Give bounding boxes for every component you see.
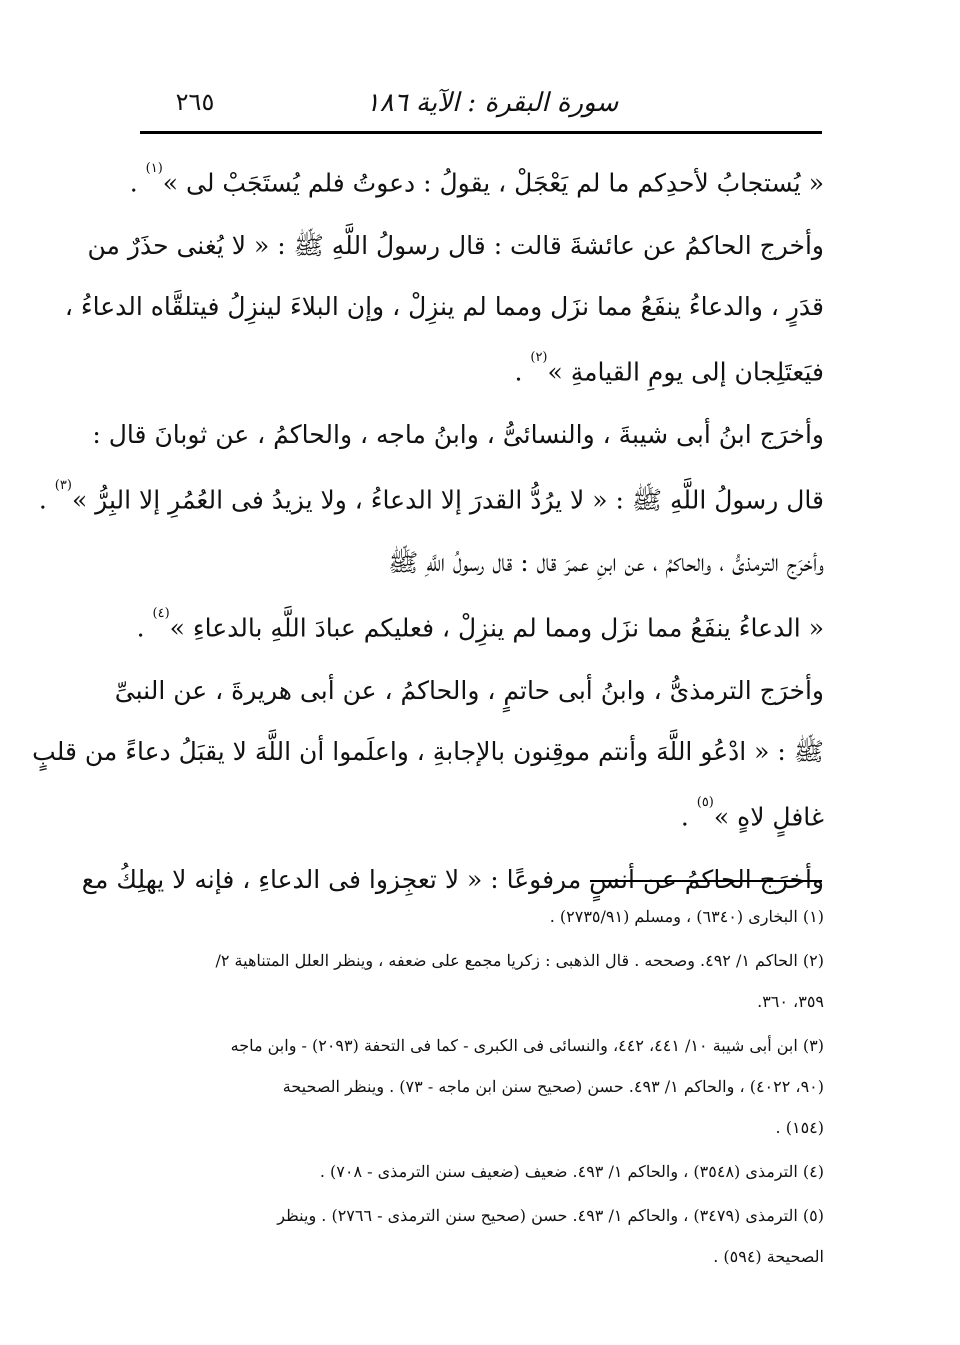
running-title: سورة البقرة : الآية ١٨٦ bbox=[365, 88, 619, 118]
text-line bbox=[138, 782, 824, 843]
footnote-line: (١٥٤) . bbox=[775, 1118, 824, 1137]
text-line: وأخرَج الحاكمُ عن أنسٍ مرفوعًا : « لا تعجِزوا فى الدعاءِ ، فإنه لا يهلِكُ مع bbox=[81, 865, 824, 894]
footnote-line: ٣٥٩، ٣٦٠. bbox=[757, 992, 824, 1011]
main-text bbox=[32, 148, 824, 910]
footnote-marker: (٢) bbox=[530, 350, 548, 365]
paragraph bbox=[38, 404, 824, 526]
footnote-line: (٩٠، ٤٠٢٢) ، والحاكم ١/ ٤٩٣. حسن (صحيح سنن ابن ماجه - ٧٣) . وينظر الصحيحة bbox=[282, 1077, 824, 1096]
footnote bbox=[138, 940, 824, 1022]
footnote-separator bbox=[590, 880, 822, 882]
text-line bbox=[38, 465, 824, 526]
paragraph bbox=[138, 532, 824, 654]
paragraph bbox=[129, 148, 824, 209]
footnote-marker: (٤) bbox=[152, 606, 170, 621]
line-end: . bbox=[680, 802, 697, 832]
footnote-line: (٣) ابن أبى شيبة ١٠/ ٤٤١، ٤٤٢، والنسائى فى الكبرى - كما فى التحفة (٢٠٩٣) - وابن ماجه bbox=[230, 1036, 824, 1055]
page-number: ٢٦٥ bbox=[175, 88, 215, 116]
line-text: « يُستجابُ لأحدِكم ما لم يَعْجَلْ ، يقولُ : دعوتُ فلم يُستَجَبْ لى » bbox=[162, 168, 824, 198]
page-header bbox=[140, 82, 822, 130]
line-end: . bbox=[136, 613, 153, 643]
text-line: قدَرٍ ، والدعاءُ ينفَعُ مما نزَل ومما لم ينزِلْ ، وإن البلاءَ لينزِلُ فيتلقَّاه الدعاءُ ، bbox=[64, 292, 824, 321]
footnote-marker: (٣) bbox=[54, 478, 72, 493]
line-text: « الدعاءُ ينفَعُ مما نزَل ومما لم ينزِلْ ، فعليكم عبادَ اللَّهِ بالدعاءِ » bbox=[169, 613, 824, 643]
text-line: وأخرج الحاكمُ عن عائشةَ قالت : قال رسولُ اللَّهِ ﷺ : « لا يُغنى حذَرٌ من bbox=[87, 231, 824, 260]
text-line: وأخرَج الترمذىُّ ، والحاكمُ ، عن ابنِ عمرَ قال : قال رسولُ اللَّهِ ﷺ bbox=[388, 548, 824, 577]
footnote bbox=[138, 1151, 824, 1192]
paragraph bbox=[32, 660, 824, 843]
footnote-marker: (٥) bbox=[696, 795, 714, 810]
line-end: . bbox=[129, 168, 146, 198]
text-line bbox=[138, 593, 824, 654]
footnote bbox=[138, 896, 824, 937]
footnote-marker: (١) bbox=[145, 161, 163, 176]
text-line: وأخرَج الترمذىُّ ، وابنُ أبى حاتمٍ ، والحاكمُ ، عن أبى هريرةَ ، عن النبىِّ bbox=[114, 676, 824, 705]
paragraph bbox=[64, 215, 824, 398]
text-line: ﷺ : « ادْعُو اللَّهَ وأنتم موقِنون بالإجابةِ ، واعلَموا أن اللَّهَ لا يقبَلُ دعاءً من قلبٍ bbox=[32, 737, 824, 766]
text-line: وأخرَج ابنُ أبى شيبةَ ، والنسائىُّ ، وابنُ ماجه ، والحاكمُ ، عن ثوبانَ قال : bbox=[92, 420, 824, 449]
line-end: . bbox=[514, 357, 531, 387]
line-text: قال رسولُ اللَّهِ ﷺ : « لا يرُدُّ القدرَ إلا الدعاءُ ، ولا يزيدُ فى العُمُرِ إلا البِرُّ » bbox=[71, 485, 824, 515]
footnote-line: (٥) الترمذى (٣٤٧٩) ، والحاكم ١/ ٤٩٣. حسن (صحيح سنن الترمذى - ٢٧٦٦) . وينظر bbox=[277, 1206, 824, 1225]
header-rule bbox=[140, 131, 822, 134]
footnote-line: (١) البخارى (٦٣٤٠) ، ومسلم (٢٧٣٥/٩١) . bbox=[549, 907, 824, 926]
line-text: غافلٍ لاهٍ » bbox=[713, 802, 824, 832]
line-end: . bbox=[38, 485, 55, 515]
line-text: فيَعتَلِجان إلى يومِ القيامةِ » bbox=[547, 357, 824, 387]
footnote-line: (٢) الحاكم ١/ ٤٩٢. وصححه . قال الذهبى : زكريا مجمع على ضعفه ، وينظر العلل المتناهية ٢/ bbox=[215, 951, 824, 970]
text-line bbox=[138, 337, 824, 398]
footnote-line: (٤) الترمذى (٣٥٤٨) ، والحاكم ١/ ٤٩٣. ضعيف (ضعيف سنن الترمذى - ٧٠٨) . bbox=[319, 1162, 824, 1181]
footnote bbox=[138, 1025, 824, 1148]
footnote bbox=[138, 1195, 824, 1277]
text-line bbox=[129, 148, 824, 209]
footnote-line: الصحيحة (٥٩٤) . bbox=[713, 1247, 824, 1266]
footnotes bbox=[138, 896, 824, 1277]
